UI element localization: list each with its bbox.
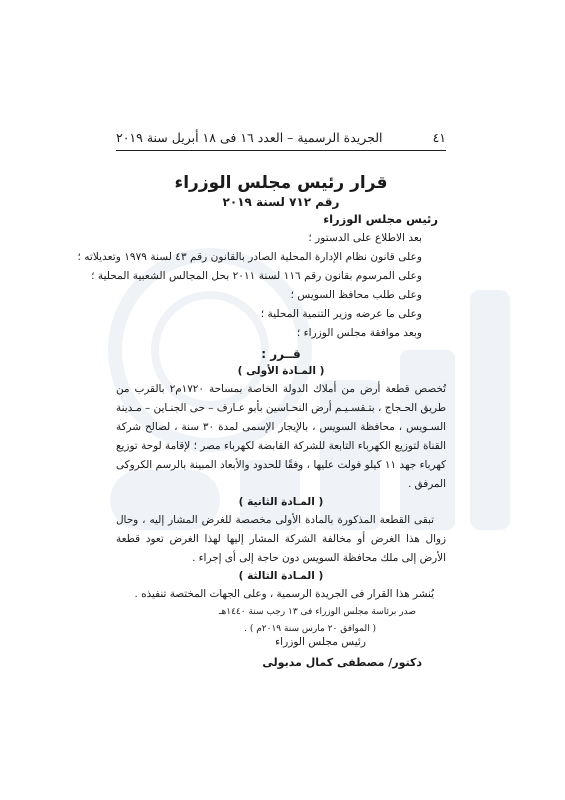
signature-label: رئيس مجلس الوزراء [275, 636, 366, 648]
page-number: ٤١ [432, 129, 446, 145]
decree-body [77, 210, 446, 638]
preamble-line: وبعد موافقة مجلس الوزراء ؛ [296, 327, 422, 339]
preamble-line: وعلى طلب محافظ السويس ؛ [290, 289, 422, 301]
signature-title [116, 636, 446, 648]
article-1-text: تُخصص قطعة أرض من أملاك الدولة الخاصة بمساحة ١٧٢٠م٢ بالقرب من طريق الحـجاج ، بتـقسـيـم أرض النحـاسين بأبو عـارف – حى الجنـاين – مـدينة السـويس ، محافظة السويس ، بالإيجار الإسمى لمدة ٣٠ سنة ، لصالح شركة القناة لتوزيع الكهرباء التابعة للشركة القابضة لكهرباء مصر ؛ لإقامة لوحة توزيع كهرباء جهد ١١ كيلو فولت عليها ، وفقًا للحدود والأبعاد المبينة بالرسم الكروكى المرفق . [116, 383, 446, 490]
preamble [77, 229, 446, 343]
signature-name: دكتور/ مصطفى كمال مدبولى [262, 656, 422, 669]
preamble-line: وعلى قانون نظام الإدارة المحلية الصادر بالقانون رقم ٤٣ لسنة ١٩٧٩ وتعديلاته ؛ [77, 251, 422, 263]
preamble-line: بعد الاطلاع على الدستور ؛ [308, 232, 422, 244]
decree-title-block [116, 172, 446, 211]
signature-block [116, 656, 446, 669]
issuer-heading: رئيس مجلس الوزراء [323, 212, 438, 226]
article-1-heading: ( المـادة الأولى ) [237, 365, 325, 377]
preamble-line: وعلى المرسوم بقانون رقم ١١٦ لسنة ٢٠١١ بحل المجالس الشعبية المحلية ؛ [91, 270, 422, 282]
page-header [116, 128, 446, 146]
decree-title: قرار رئيس مجلس الوزراء [174, 173, 388, 193]
corresponding-date-line: ( الموافق ٢٠ مارس سنة ٢٠١٩م ) . [244, 624, 376, 634]
decree-number: رقم ٧١٢ لسنة ٢٠١٩ [222, 195, 340, 209]
header-divider [116, 150, 446, 151]
article-2-text: تبقى القطعة المذكورة بالمادة الأولى مخصصة للغرض المشار إليه ، وحال زوال هذا الغرض أو مخالفة الشركة المشار إليها لهذا الغرض تعود قطعة الأرض إلى ملك محافظة السويس دون حاجة إلى أى إجراء . [116, 514, 446, 564]
preamble-line: وعلى ما عرضه وزير التنمية المحلية ؛ [260, 308, 422, 320]
article-3-heading: ( المـادة الثالثة ) [238, 570, 324, 582]
article-3-text: يُنشر هذا القرار فى الجريدة الرسمية ، وعلى الجهات المختصة تنفيذه . [134, 588, 434, 600]
issued-at-line: صدر برئاسة مجلس الوزراء فى ١٣ رجب سنة ١٤٤٠هـ [218, 607, 416, 617]
decision-heading: قــرر : [261, 347, 301, 361]
article-2-heading: ( المـادة الثانية ) [238, 496, 324, 508]
gazette-issue-line: الجريدة الرسمية – العدد ١٦ فى ١٨ أبريل سنة ٢٠١٩ [116, 129, 383, 145]
